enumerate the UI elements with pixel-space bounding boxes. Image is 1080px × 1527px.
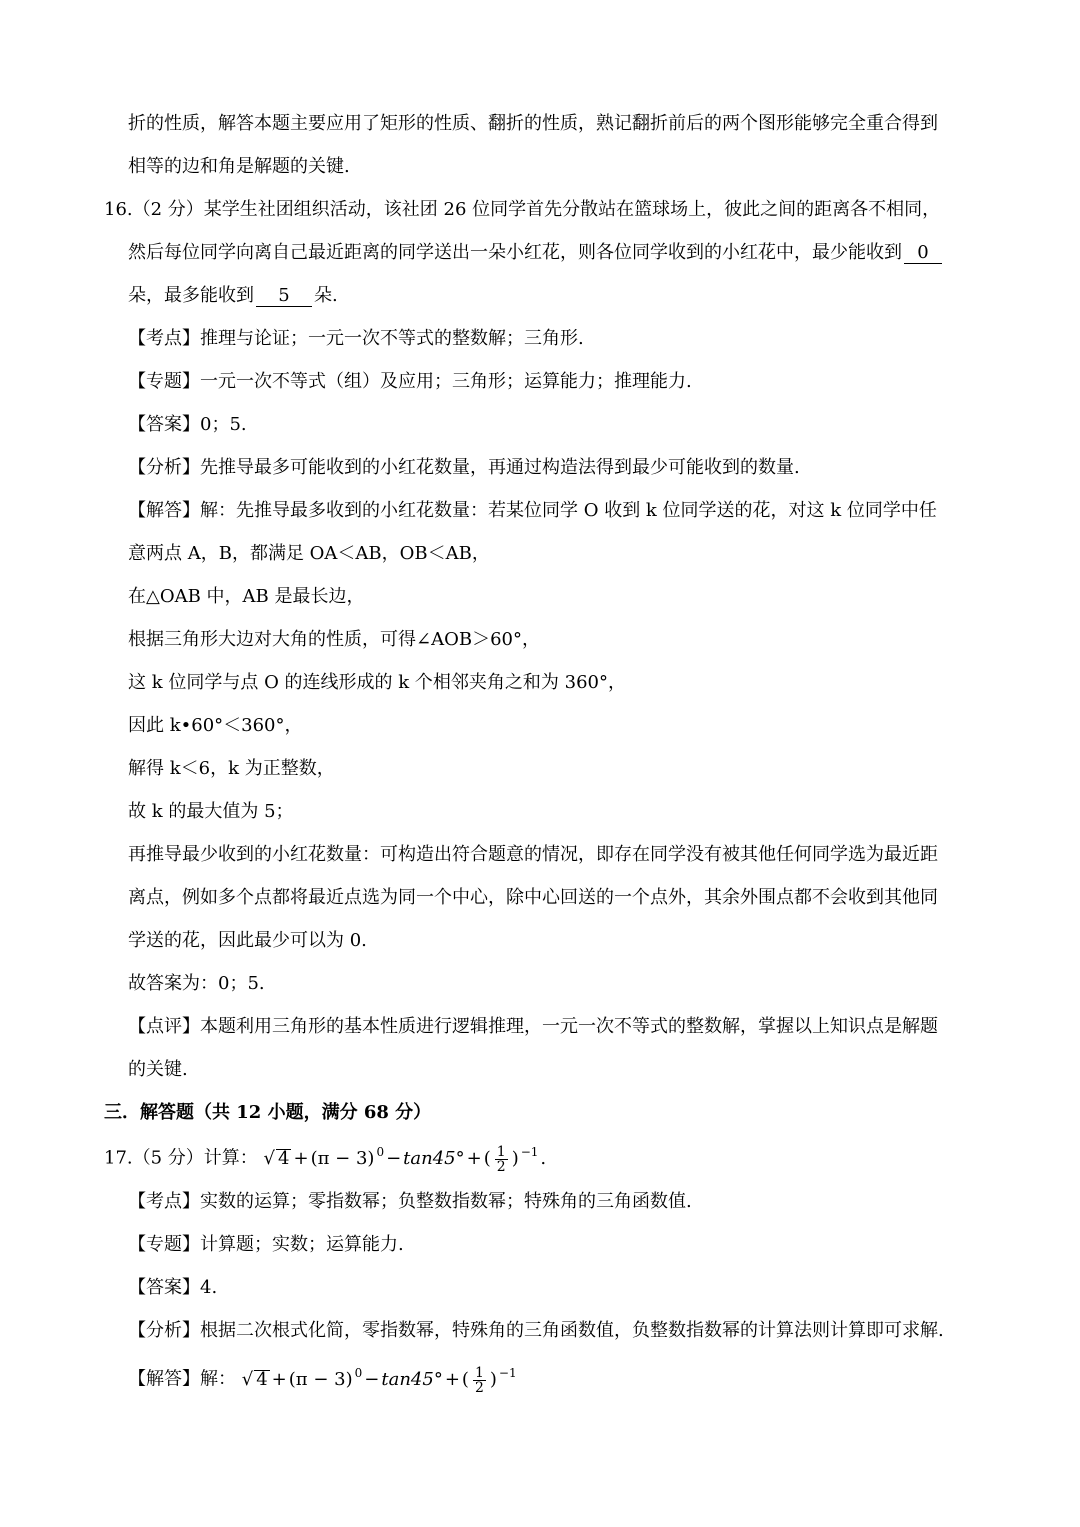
answer-blank-min: 0 — [904, 243, 942, 264]
jieda-minus-sign: − — [364, 1368, 380, 1390]
q16-jieda-8: 故 k 的最大值为 5； — [128, 801, 294, 822]
q16-jieda-3: 在△OAB 中，AB 是最长边， — [128, 586, 365, 607]
q16-fenxi: 【分析】先推导最多可能收到的小红花数量，再通过构造法得到最少可能收到的数量. — [128, 457, 800, 478]
q16-line-3 — [128, 284, 338, 308]
intro-line-1: 折的性质，解答本题主要应用了矩形的性质、翻折的性质，熟记翻折前后的两个图形能够完全重合得到 — [128, 113, 938, 134]
fraction-denominator: 2 — [496, 1159, 506, 1175]
jieda-open-paren: ( — [461, 1368, 469, 1390]
jieda-radical-sign-icon: √ — [241, 1368, 254, 1390]
plus-sign-1: + — [293, 1147, 309, 1169]
q16-jieda-7: 解得 k＜6，k 为正整数， — [128, 758, 335, 779]
q16-jieda-12: 故答案为：0；5. — [128, 973, 265, 994]
q17-fenxi: 【分析】根据二次根式化简，零指数幂，特殊角的三角函数值，负整数指数幂的计算法则计算即可求解. — [128, 1320, 944, 1341]
jieda-fraction-one-half — [473, 1366, 486, 1395]
q16-jieda-5: 这 k 位同学与点 O 的连线形成的 k 个相邻夹角之和为 360°， — [128, 672, 626, 693]
q16-jieda-10: 离点，例如多个点都将最近点选为同一个中心，除中心回送的一个点外，其余外围点都不会收到其他同 — [128, 887, 938, 908]
jieda-close-paren: ) — [489, 1368, 497, 1390]
jieda-fraction-numerator: 1 — [474, 1365, 484, 1381]
exponent-neg-one: −1 — [520, 1144, 539, 1159]
q16-jieda-1: 【解答】解：先推导最多收到的小红花数量：若某位同学 O 收到 k 位同学送的花，对这 k 位同学中任 — [128, 500, 937, 521]
q16-kaodian: 【考点】推理与论证；一元一次不等式的整数解；三角形. — [128, 328, 584, 349]
q17-line-1 — [104, 1144, 546, 1173]
q17-jieda-prefix: 【解答】解： — [128, 1368, 236, 1390]
sqrt-argument: 4 — [278, 1148, 290, 1169]
jieda-sqrt-expression — [242, 1368, 270, 1392]
answer-blank-max: 5 — [256, 286, 312, 307]
jieda-fraction-denominator: 2 — [474, 1380, 484, 1396]
fraction-numerator: 1 — [496, 1144, 506, 1160]
q16-dianping-2: 的关键. — [128, 1059, 188, 1080]
q17-expression — [264, 1144, 547, 1173]
section-3-title: 三．解答题（共 12 小题，满分 68 分） — [104, 1102, 432, 1123]
q16-zhuanti: 【专题】一元一次不等式（组）及应用；三角形；运算能力；推理能力. — [128, 371, 692, 392]
open-paren: ( — [483, 1147, 491, 1169]
jieda-sqrt-argument: 4 — [256, 1369, 268, 1390]
q16-jieda-11: 学送的花，因此最少可以为 0. — [128, 930, 367, 951]
q17-jieda-expression — [242, 1365, 517, 1394]
q17-period: . — [540, 1147, 547, 1169]
q16-dianping-1: 【点评】本题利用三角形的基本性质进行逻辑推理，一元一次不等式的整数解，掌握以上知识点是解题 — [128, 1016, 938, 1037]
q16-line-1: 16.（2 分）某学生社团组织活动，该社团 26 位同学首先分散站在篮球场上，彼此之间的距离各不相同， — [104, 199, 941, 220]
minus-sign: − — [386, 1147, 402, 1169]
q16-jieda-6: 因此 k•60°＜360°， — [128, 715, 303, 736]
q16-jieda-9: 再推导最少收到的小红花数量：可构造出符合题意的情况，即存在同学没有被其他任何同学选为最近距 — [128, 844, 938, 865]
intro-line-2: 相等的边和角是解题的关键. — [128, 156, 350, 177]
radical-sign-icon: √ — [263, 1147, 276, 1169]
q16-line-3-post: 朵. — [314, 285, 338, 306]
q16-daan: 【答案】0；5. — [128, 414, 247, 435]
jieda-plus-sign-2: + — [444, 1368, 460, 1390]
q17-daan: 【答案】4. — [128, 1277, 218, 1298]
q17-prefix: 17.（5 分）计算： — [104, 1147, 258, 1169]
jieda-tan-term: tan45° — [381, 1368, 443, 1390]
q17-kaodian: 【考点】实数的运算；零指数幂；负整数指数幂；特殊角的三角函数值. — [128, 1191, 692, 1212]
q16-line-2 — [128, 241, 944, 265]
q17-zhuanti: 【专题】计算题；实数；运算能力. — [128, 1234, 404, 1255]
exponent-zero: 0 — [376, 1144, 385, 1159]
q16-jieda-2: 意两点 A，B，都满足 OA＜AB，OB＜AB， — [128, 543, 490, 564]
fraction-one-half — [495, 1145, 508, 1174]
paren-pi-minus-3: (π − 3) — [310, 1147, 375, 1169]
tan-term: tan45° — [403, 1147, 465, 1169]
q16-line-2-text: 然后每位同学向离自己最近距离的同学送出一朵小红花，则各位同学收到的小红花中，最少能收到 — [128, 242, 902, 263]
close-paren: ) — [511, 1147, 519, 1169]
jieda-plus-sign-1: + — [271, 1368, 287, 1390]
q17-jieda-line — [128, 1365, 517, 1394]
q16-jieda-4: 根据三角形大边对大角的性质，可得∠AOB＞60°， — [128, 629, 540, 650]
sqrt-expression — [264, 1147, 292, 1171]
plus-sign-2: + — [466, 1147, 482, 1169]
jieda-exponent-zero: 0 — [354, 1365, 363, 1380]
jieda-paren-pi-minus-3: (π − 3) — [288, 1368, 353, 1390]
jieda-exponent-neg-one: −1 — [498, 1365, 517, 1380]
q16-line-3-pre: 朵，最多能收到 — [128, 285, 254, 306]
